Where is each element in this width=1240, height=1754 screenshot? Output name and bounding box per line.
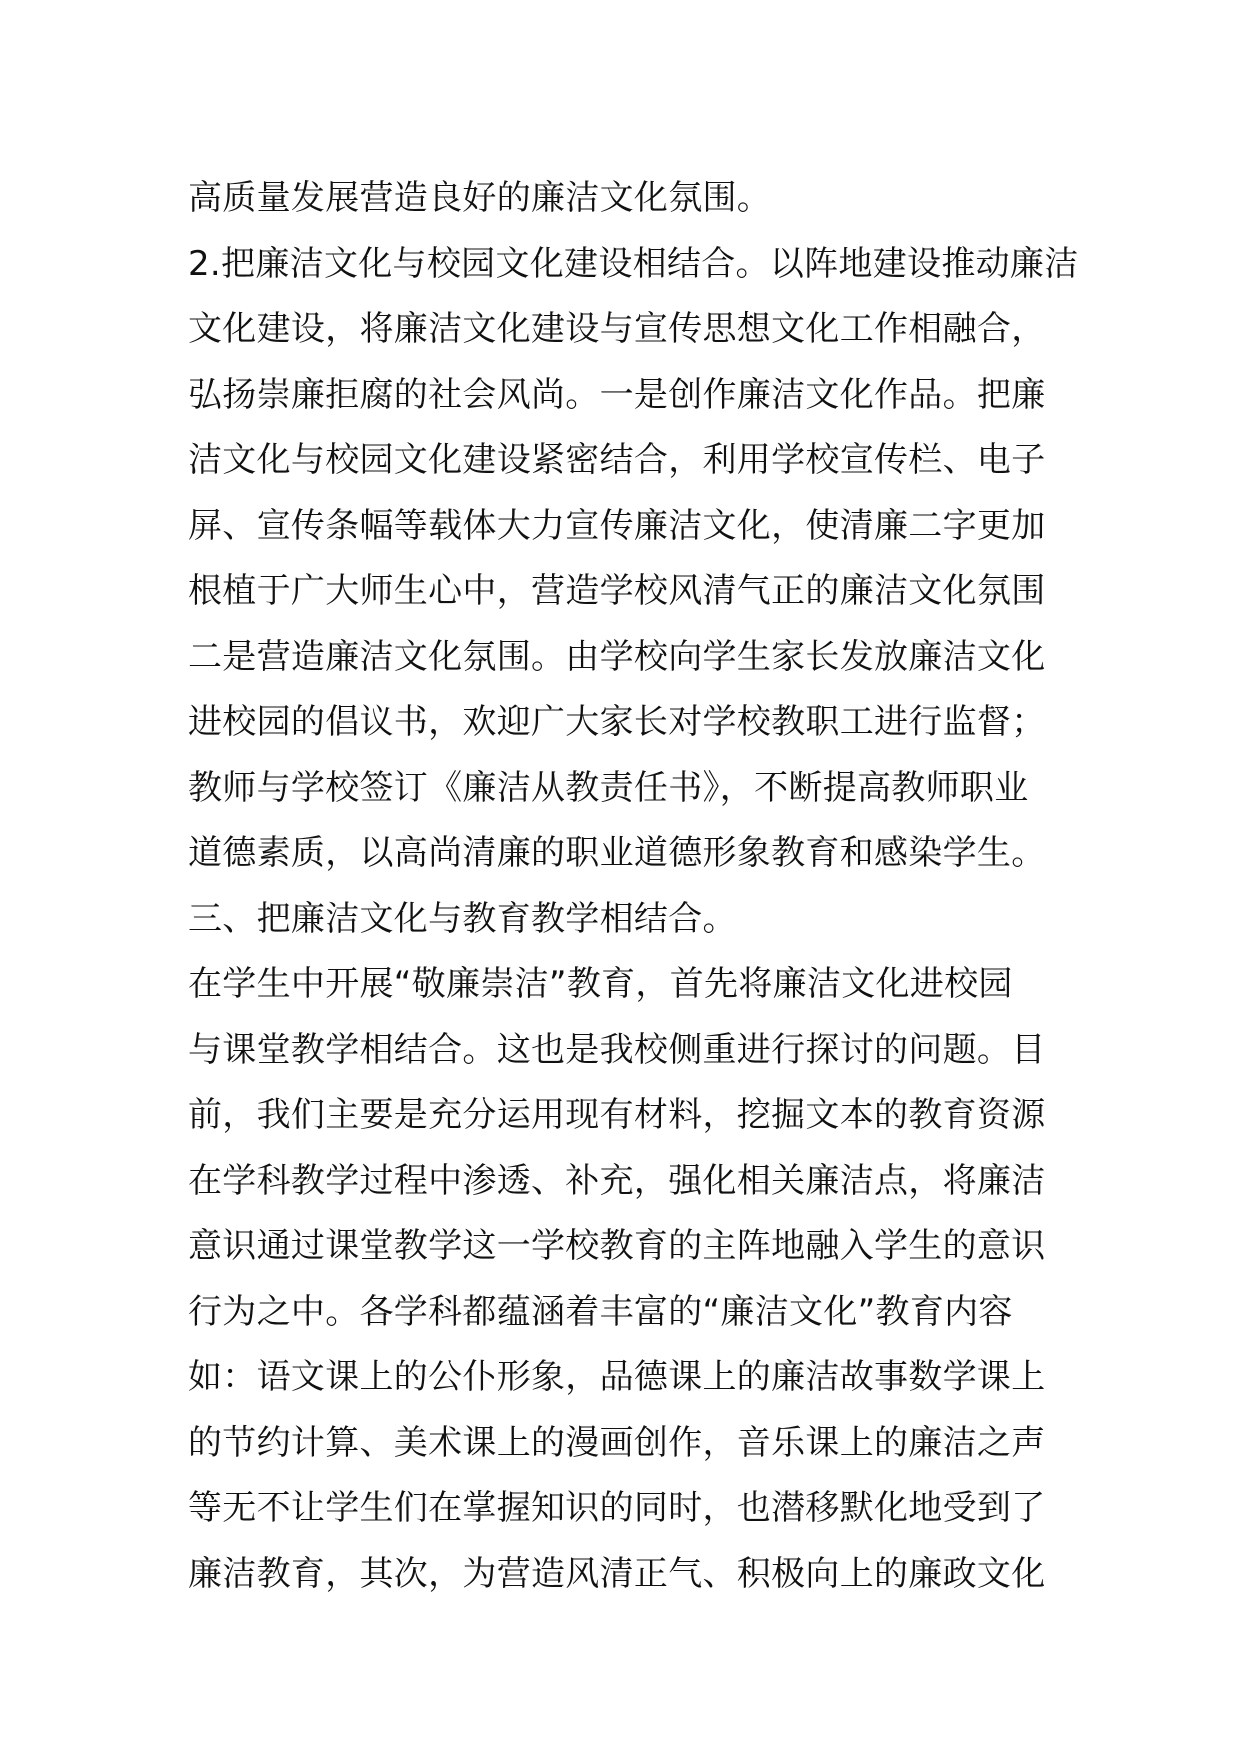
text-line: 高质量发展营造良好的廉洁文化氛围。 bbox=[188, 178, 772, 218]
text-line: 弘扬崇廉拒腐的社会风尚。一是创作廉洁文化作品。把廉 bbox=[188, 374, 1046, 415]
section-heading: 三、把廉洁文化与教育教学相结合。 bbox=[188, 898, 737, 939]
body-text bbox=[188, 166, 1079, 1607]
text-line: 根植于广大师生心中，营造学校风清气正的廉洁文化氛围 bbox=[188, 571, 1046, 611]
text-line: 廉洁教育，其次，为营造风清正气、积极向上的廉政文化 bbox=[188, 1553, 1046, 1594]
text-line: 等无不让学生们在掌握知识的同时，也潜移默化地受到了 bbox=[188, 1488, 1046, 1528]
text-line: 行为之中。各学科都蕴涵着丰富的“廉洁文化”教育内容 bbox=[188, 1291, 1013, 1332]
text-line: 教师与学校签订《廉洁从教责任书》，不断提高教师职业 bbox=[188, 767, 1029, 808]
text-line: 二是营造廉洁文化氛围。由学校向学生家长发放廉洁文化 bbox=[188, 636, 1046, 677]
text-line: 如：语文课上的公仆形象，品德课上的廉洁故事数学课上 bbox=[188, 1357, 1046, 1397]
text-line: 屏、宣传条幅等载体大力宣传廉洁文化，使清廉二字更加 bbox=[188, 505, 1046, 546]
text-line: 文化建设，将廉洁文化建设与宣传思想文化工作相融合， bbox=[188, 309, 1046, 349]
text-line: 意识通过课堂教学这一学校教育的主阵地融入学生的意识 bbox=[188, 1226, 1046, 1266]
text-line: 2.把廉洁文化与校园文化建设相结合。以阵地建设推动廉洁 bbox=[188, 243, 1079, 284]
text-line: 道德素质，以高尚清廉的职业道德形象教育和感染学生。 bbox=[188, 833, 1046, 873]
text-line: 与课堂教学相结合。这也是我校侧重进行探讨的问题。目 bbox=[188, 1029, 1046, 1070]
text-line: 前，我们主要是充分运用现有材料，挖掘文本的教育资源 bbox=[188, 1095, 1046, 1135]
text-line: 在学生中开展“敬廉崇洁”教育，首先将廉洁文化进校园 bbox=[188, 964, 1013, 1004]
text-line: 的节约计算、美术课上的漫画创作，音乐课上的廉洁之声 bbox=[188, 1422, 1046, 1463]
text-line: 进校园的倡议书，欢迎广大家长对学校教职工进行监督； bbox=[188, 702, 1046, 742]
text-line: 在学科教学过程中渗透、补充，强化相关廉洁点，将廉洁 bbox=[188, 1160, 1046, 1201]
text-line: 洁文化与校园文化建设紧密结合，利用学校宣传栏、电子 bbox=[188, 440, 1046, 480]
